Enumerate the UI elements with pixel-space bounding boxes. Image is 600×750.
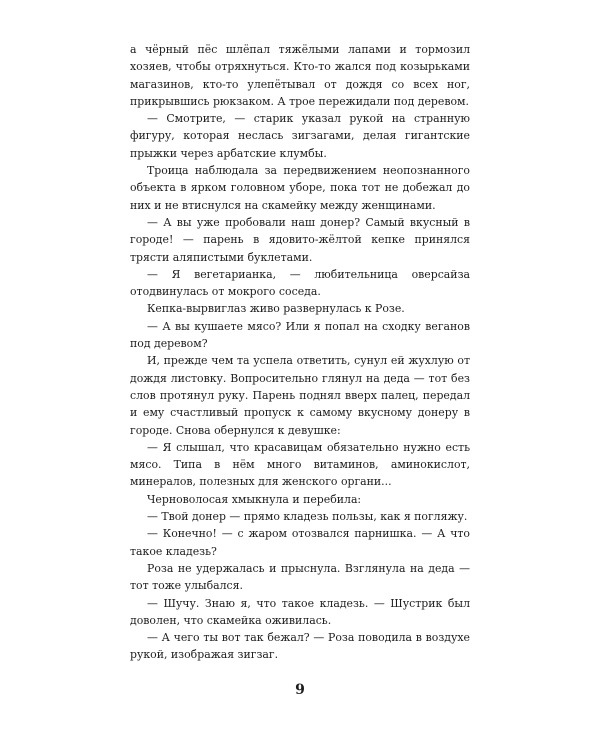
paragraph-13: Роза не удержалась и прыснула. Взглянула на деда — тот тоже улыбался.	[130, 561, 470, 593]
paragraph-15: — А чего ты вот так бежал? — Роза поводила в воздухе рукой, изображая зигзаг.	[130, 631, 470, 662]
paragraph-10: Черноволосая хмыкнула и перебила:	[147, 492, 362, 506]
paragraph-12: — Конечно! — с жаром отозвался парнишка. — А что такое кладезь?	[130, 527, 470, 558]
paragraph-7: — А вы кушаете мясо? Или я попал на сходку веганов под деревом?	[130, 319, 470, 351]
paragraph-9: — Я слышал, что красавицам обязательно нужно есть мясо. Типа в нём много витаминов, аминокислот, минералов, полезных для женского органи...	[130, 440, 470, 489]
page-number: 9	[295, 682, 305, 698]
paragraph-6: Кепка-вырвиглаз живо развернулась к Розе.	[147, 302, 405, 316]
paragraph-11: — Твой донер — прямо кладезь пользы, как я погляжу.	[147, 510, 468, 524]
paragraph-4: — А вы уже пробовали наш донер? Самый вкусный в городе! — парень в ядовито-жёлтой кепке принялся трясти аляпистыми буклетами.	[130, 215, 470, 264]
paragraph-2: — Смотрите, — старик указал рукой на странную фигуру, которая неслась зигзагами, делая гигантские прыжки через арбатские клумбы.	[130, 112, 470, 160]
paragraph-1: а чёрный пёс шлёпал тяжёлыми лапами и тормозил хозяев, чтобы отряхнуться. Кто-то жался под козырьками магазинов, кто-то улепётывал от дождя со всех ног, прикрывшись рюкзаком. А трое пережидали под деревом.	[130, 43, 470, 108]
paragraph-3: Троица наблюдала за передвижением неопознанного объекта в ярком головном уборе, пока тот не добежал до них и не втиснулся на скамейку между женщинами.	[130, 164, 470, 212]
body-text	[130, 41, 470, 664]
paragraph-8: И, прежде чем та успела ответить, сунул ей жухлую от дождя листовку. Вопросительно глянул на деда — тот без слов протянул руку. Парень поднял вверх палец, передал и ему счастливый пропуск к самому вкусному донеру в городе. Снова обернулся к девушке:	[130, 354, 470, 437]
paragraph-14: — Шучу. Знаю я, что такое кладезь. — Шустрик был доволен, что скамейка оживилась.	[130, 596, 470, 627]
paragraph-5: — Я вегетарианка, — любительница оверсайза отодвинулась от мокрого соседа.	[130, 267, 470, 299]
